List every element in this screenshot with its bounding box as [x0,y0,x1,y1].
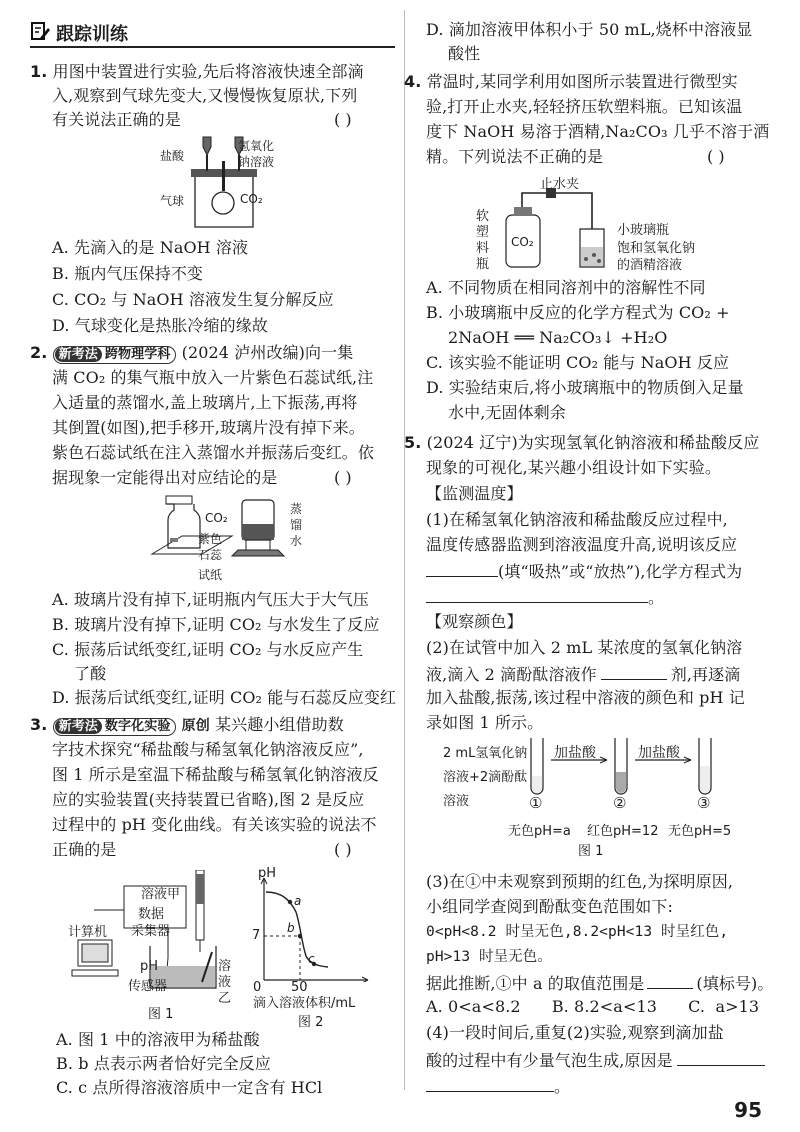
q2-label-co2: CO₂ [205,511,228,525]
q1-line1: 用图中装置进行实验,先后将溶液快速全部滴 [52,62,364,81]
q3-chart-yaxis-label: pH [258,866,277,881]
q1-line2: 入,观察到气球先变大,又慢慢恢复原状,下列 [52,86,358,105]
q5-blank-indicator[interactable] [601,663,667,680]
q4-option-b-line2: 2NaOH ══ Na₂CO₃↓ +H₂O [448,328,668,347]
q1-line3: 有关说法正确的是 [52,110,181,129]
q2-label-litmus: 石蕊 [198,548,223,562]
q4-label-soft3: 料 [476,241,490,256]
q5-heading-color: 【观察颜色】 [426,612,523,631]
q2-line4: 其倒置(如图),把手移开,玻璃片没有掉下来。 [52,418,365,437]
q3-chart-label-a: a [294,894,302,908]
q3-label-ph2: 传感器 [128,979,168,994]
q5-line1: (2024 辽宁)为实现氢氧化钠溶液和稀盐酸反应 [426,433,760,452]
q2-tag-new: 新考法 [55,347,102,362]
header-rule [30,46,395,48]
q5-part4-line1: (4)一段时间后,重复(2)实验,观察到滴加盐 [426,1023,724,1042]
q4-option-c: C. 该实验不能证明 CO₂ 能与 NaOH 反应 [426,353,730,372]
q1-option-c: C. CO₂ 与 NaOH 溶液发生复分解反应 [52,290,334,309]
q3-chart-tick-7: 7 [252,928,261,943]
q5-part3-options: A. 0<a<8.2 B. 8.2<a<13 C. a>13 [426,997,760,1016]
q3-fig1-caption: 图 1 [148,1007,174,1022]
q5-fig-left-line1: 2 mL氢氧化钠 [443,746,528,761]
q4-option-b-line1: B. 小玻璃瓶中反应的化学方程式为 CO₂ + [426,303,730,322]
q5-fig-result-3: 无色pH=5 [668,824,732,839]
q3-label-data2: 采集器 [131,924,171,939]
q2-bottles-drawing [150,492,303,572]
q5-line2: 现象的可视化,某兴趣小组设计如下实验。 [426,458,721,477]
q2-tag [53,346,177,364]
section-header [30,18,395,44]
q3-option-a: A. 图 1 中的溶液甲为稀盐酸 [56,1030,260,1049]
q4-label-soft1: 软 [476,209,490,224]
q1-number: 1. [30,62,48,81]
q5-fig-tube-1: ① [529,794,543,812]
q5-part2-line4: 录如图 1 所示。 [426,713,544,732]
q3-label-ph1: pH [140,959,159,974]
q4-line3: 度下 NaOH 易溶于酒精,Na₂CO₃ 几乎不溶于酒 [426,122,770,141]
q5-fig-add-acid-2: 加盐酸 [638,745,680,761]
q1-option-a: A. 先滴入的是 NaOH 溶液 [52,238,249,257]
q3-label-data1: 数据 [138,907,165,922]
q2-label-purple: 紫色 [198,532,223,546]
q5-part2-line2a: 液,滴入 2 滴酚酞溶液作 [426,665,597,684]
q3-chart-label-c: c [308,952,315,966]
q5-blank-range[interactable] [647,972,693,989]
q1-answer-paren: ( ) [334,110,352,129]
q5-fig-left-line2: 溶液+2滴酚酞 [443,770,528,785]
q2-number: 2. [30,343,48,362]
q2-option-a: A. 玻璃片没有掉下,证明瓶内气压大于大气压 [52,590,370,609]
q5-fig-tube-2: ② [613,794,627,812]
q2-source: (2024 泸州改编) [181,343,306,362]
q4-apparatus-drawing [500,185,620,275]
q5-part3-line5b: (填标号)。 [696,974,774,993]
q2-option-b: B. 玻璃片没有掉下,证明 CO₂ 与水发生了反应 [52,615,380,634]
q3-number: 3. [30,715,48,734]
q1-label-co2: CO₂ [240,192,263,206]
q5-part3-line1: (3)在①中未观察到预期的红色,为探明原因, [426,872,734,891]
q3-chart-tick-50: 50 [291,980,308,995]
q3-tag-text: 数字化实验 [104,719,171,734]
q3-line3: 图 1 所示是室温下稀盐酸与稀氢氧化钠溶液反 [52,765,379,784]
q2-label-water1: 蒸 [290,502,303,516]
q5-part1-line1: (1)在稀氢氧化钠溶液和稀盐酸反应过程中, [426,510,728,529]
q2-line1-tail: 向一集 [305,343,354,362]
q2-option-d: D. 振荡后试纸变红,证明 CO₂ 能与石蕊反应变红 [52,688,397,707]
q5-part3-line2: 小组同学查阅到酚酞变色范围如下: [426,897,673,916]
q3-line4: 应的实验装置(夹持装置已省略),图 2 是反应 [52,790,365,809]
q1-label-acid: 盐酸 [160,149,185,163]
q4-label-small-bottle: 小玻璃瓶 [617,223,670,238]
q5-blank-equation[interactable] [426,586,648,603]
q5-part2-line3: 加入盐酸,振荡,该过程中溶液的颜色和 pH 记 [426,688,745,707]
q4-line2: 验,打开止水夹,轻轻挤压软塑料瓶。已知该温 [426,97,743,116]
q5-fig-caption: 图 1 [578,844,604,859]
q5-fig-result-1: 无色pH=a [508,824,571,839]
q4-label-saturated2: 的酒精溶液 [617,258,683,273]
q3-label-solb3: 乙 [218,991,232,1006]
q5-heading-temperature: 【监测温度】 [426,484,523,503]
q3-line2: 字技术探究“稀盐酸与稀氢氧化钠溶液反应”, [52,740,364,759]
q4-label-soft2: 塑 [476,225,490,240]
q3-fig2-caption: 图 2 [298,1015,324,1030]
q3-chart-xaxis-label: 滴入溶液体积/mL [253,996,356,1011]
q3-answer-paren: ( ) [334,840,352,859]
q4-line4: 精。下列说法不正确的是 [426,147,604,166]
q2-line3: 入适量的蒸馏水,盖上玻璃片,上下振荡,再将 [52,393,358,412]
q4-option-d-line2: 水中,无固体剩余 [448,403,566,422]
q4-label-soft4: 瓶 [476,257,490,272]
q1-label-balloon: 气球 [160,194,185,208]
header-title: 跟踪训练 [56,24,128,45]
q5-fig-add-acid-1: 加盐酸 [554,745,596,761]
q1-label-naoh2: 钠溶液 [238,155,275,169]
q4-number: 4. [404,72,422,91]
q4-option-a: A. 不同物质在相同溶剂中的溶解性不同 [426,278,706,297]
q4-label-clamp: 止水夹 [540,177,580,192]
q3-line5: 过程中的 pH 变化曲线。有关该实验的说法不 [52,815,377,834]
q5-fig-tube-3: ③ [697,794,711,812]
q3-tag-new: 新考法 [55,719,102,734]
q3-tag [53,718,177,736]
pencil-icon [30,20,50,42]
q5-fig-result-2: 红色pH=12 [587,824,659,839]
q5-part3-line4: pH>13 时呈无色。 [426,949,552,965]
q3-line1-tail: 某兴趣小组借助数 [215,715,344,734]
page-number: 95 [734,1098,762,1122]
q4-line1: 常温时,某同学利用如图所示装置进行微型实 [426,72,738,91]
q3-label-solb1: 溶 [218,959,232,974]
q1-option-b: B. 瓶内气压保持不变 [52,264,204,283]
q2-answer-paren: ( ) [334,468,352,487]
q3-option-d-line1: D. 滴加溶液甲体积小于 50 mL,烧杯中溶液显 [426,20,753,39]
q5-part4-line2: 酸的过程中有少量气泡生成,原因是 [426,1051,673,1070]
q5-part1-end: 。 [648,588,665,607]
q3-original-badge: 原创 [181,718,210,734]
q5-number: 5. [404,433,422,452]
q5-part3-line5a: 据此推断,①中 a 的取值范围是 [426,974,645,993]
q5-blank-reason-1[interactable] [677,1049,765,1066]
q2-label-water2: 馏 [290,518,303,532]
column-divider [404,10,405,1090]
q3-chart-label-b: b [287,921,295,935]
q5-part2-line2b: 剂,再逐滴 [670,665,741,684]
q2-option-c-line1: C. 振荡后试纸变红,证明 CO₂ 与水反应产生 [52,640,364,659]
q5-part1-line2: 温度传感器监测到溶液温度升高,说明该反应 [426,535,738,554]
q2-line5: 紫色石蕊试纸在注入蒸馏水并振荡后变红。依 [52,443,375,462]
q2-line2: 满 CO₂ 的集气瓶中放入一片紫色石蕊试纸,注 [52,368,374,387]
q4-answer-paren: ( ) [707,147,725,166]
q3-point-a [288,900,292,904]
q1-label-naoh1: 氢氧化 [238,139,275,153]
q5-part3-line3: 0<pH<8.2 时呈无色,8.2<pH<13 时呈红色, [426,924,729,940]
q5-part1-line3: (填“吸热”或“放热”),化学方程式为 [498,562,743,581]
q1-option-d: D. 气球变化是热胀冷缩的缘故 [52,316,268,335]
q3-option-b: B. b 点表示两者恰好完全反应 [56,1054,271,1073]
q3-line6: 正确的是 [52,840,117,859]
q5-fig-left-line3: 溶液 [443,794,470,809]
q5-blank-heat[interactable] [426,560,498,577]
q4-label-co2: CO₂ [511,235,534,249]
q2-label-paper: 试纸 [198,568,223,582]
q4-label-saturated1: 饱和氢氧化钠 [617,241,696,256]
q3-label-computer: 计算机 [68,925,108,940]
q3-option-c: C. c 点所得溶液溶质中一定含有 HCl [56,1078,323,1097]
q2-label-water3: 水 [290,534,303,548]
q5-part2-line1: (2)在试管中加入 2 mL 某浓度的氢氧化钠溶 [426,638,743,657]
q3-label-solb2: 液 [218,975,232,990]
q3-chart-tick-0: 0 [253,980,262,995]
q3-option-d-line2: 酸性 [448,44,481,63]
q2-option-c-line2: 了酸 [74,664,107,683]
q4-option-d-line1: D. 实验结束后,将小玻璃瓶中的物质倒入足量 [426,378,744,397]
q2-tag-text: 跨物理学科 [104,347,171,362]
q2-line6: 据现象一定能得出对应结论的是 [52,468,278,487]
q5-part4-end: 。 [554,1077,571,1096]
q3-label-solution-a: 溶液甲 [141,887,181,902]
q5-blank-reason-2[interactable] [426,1075,554,1092]
q3-point-b [298,934,302,938]
